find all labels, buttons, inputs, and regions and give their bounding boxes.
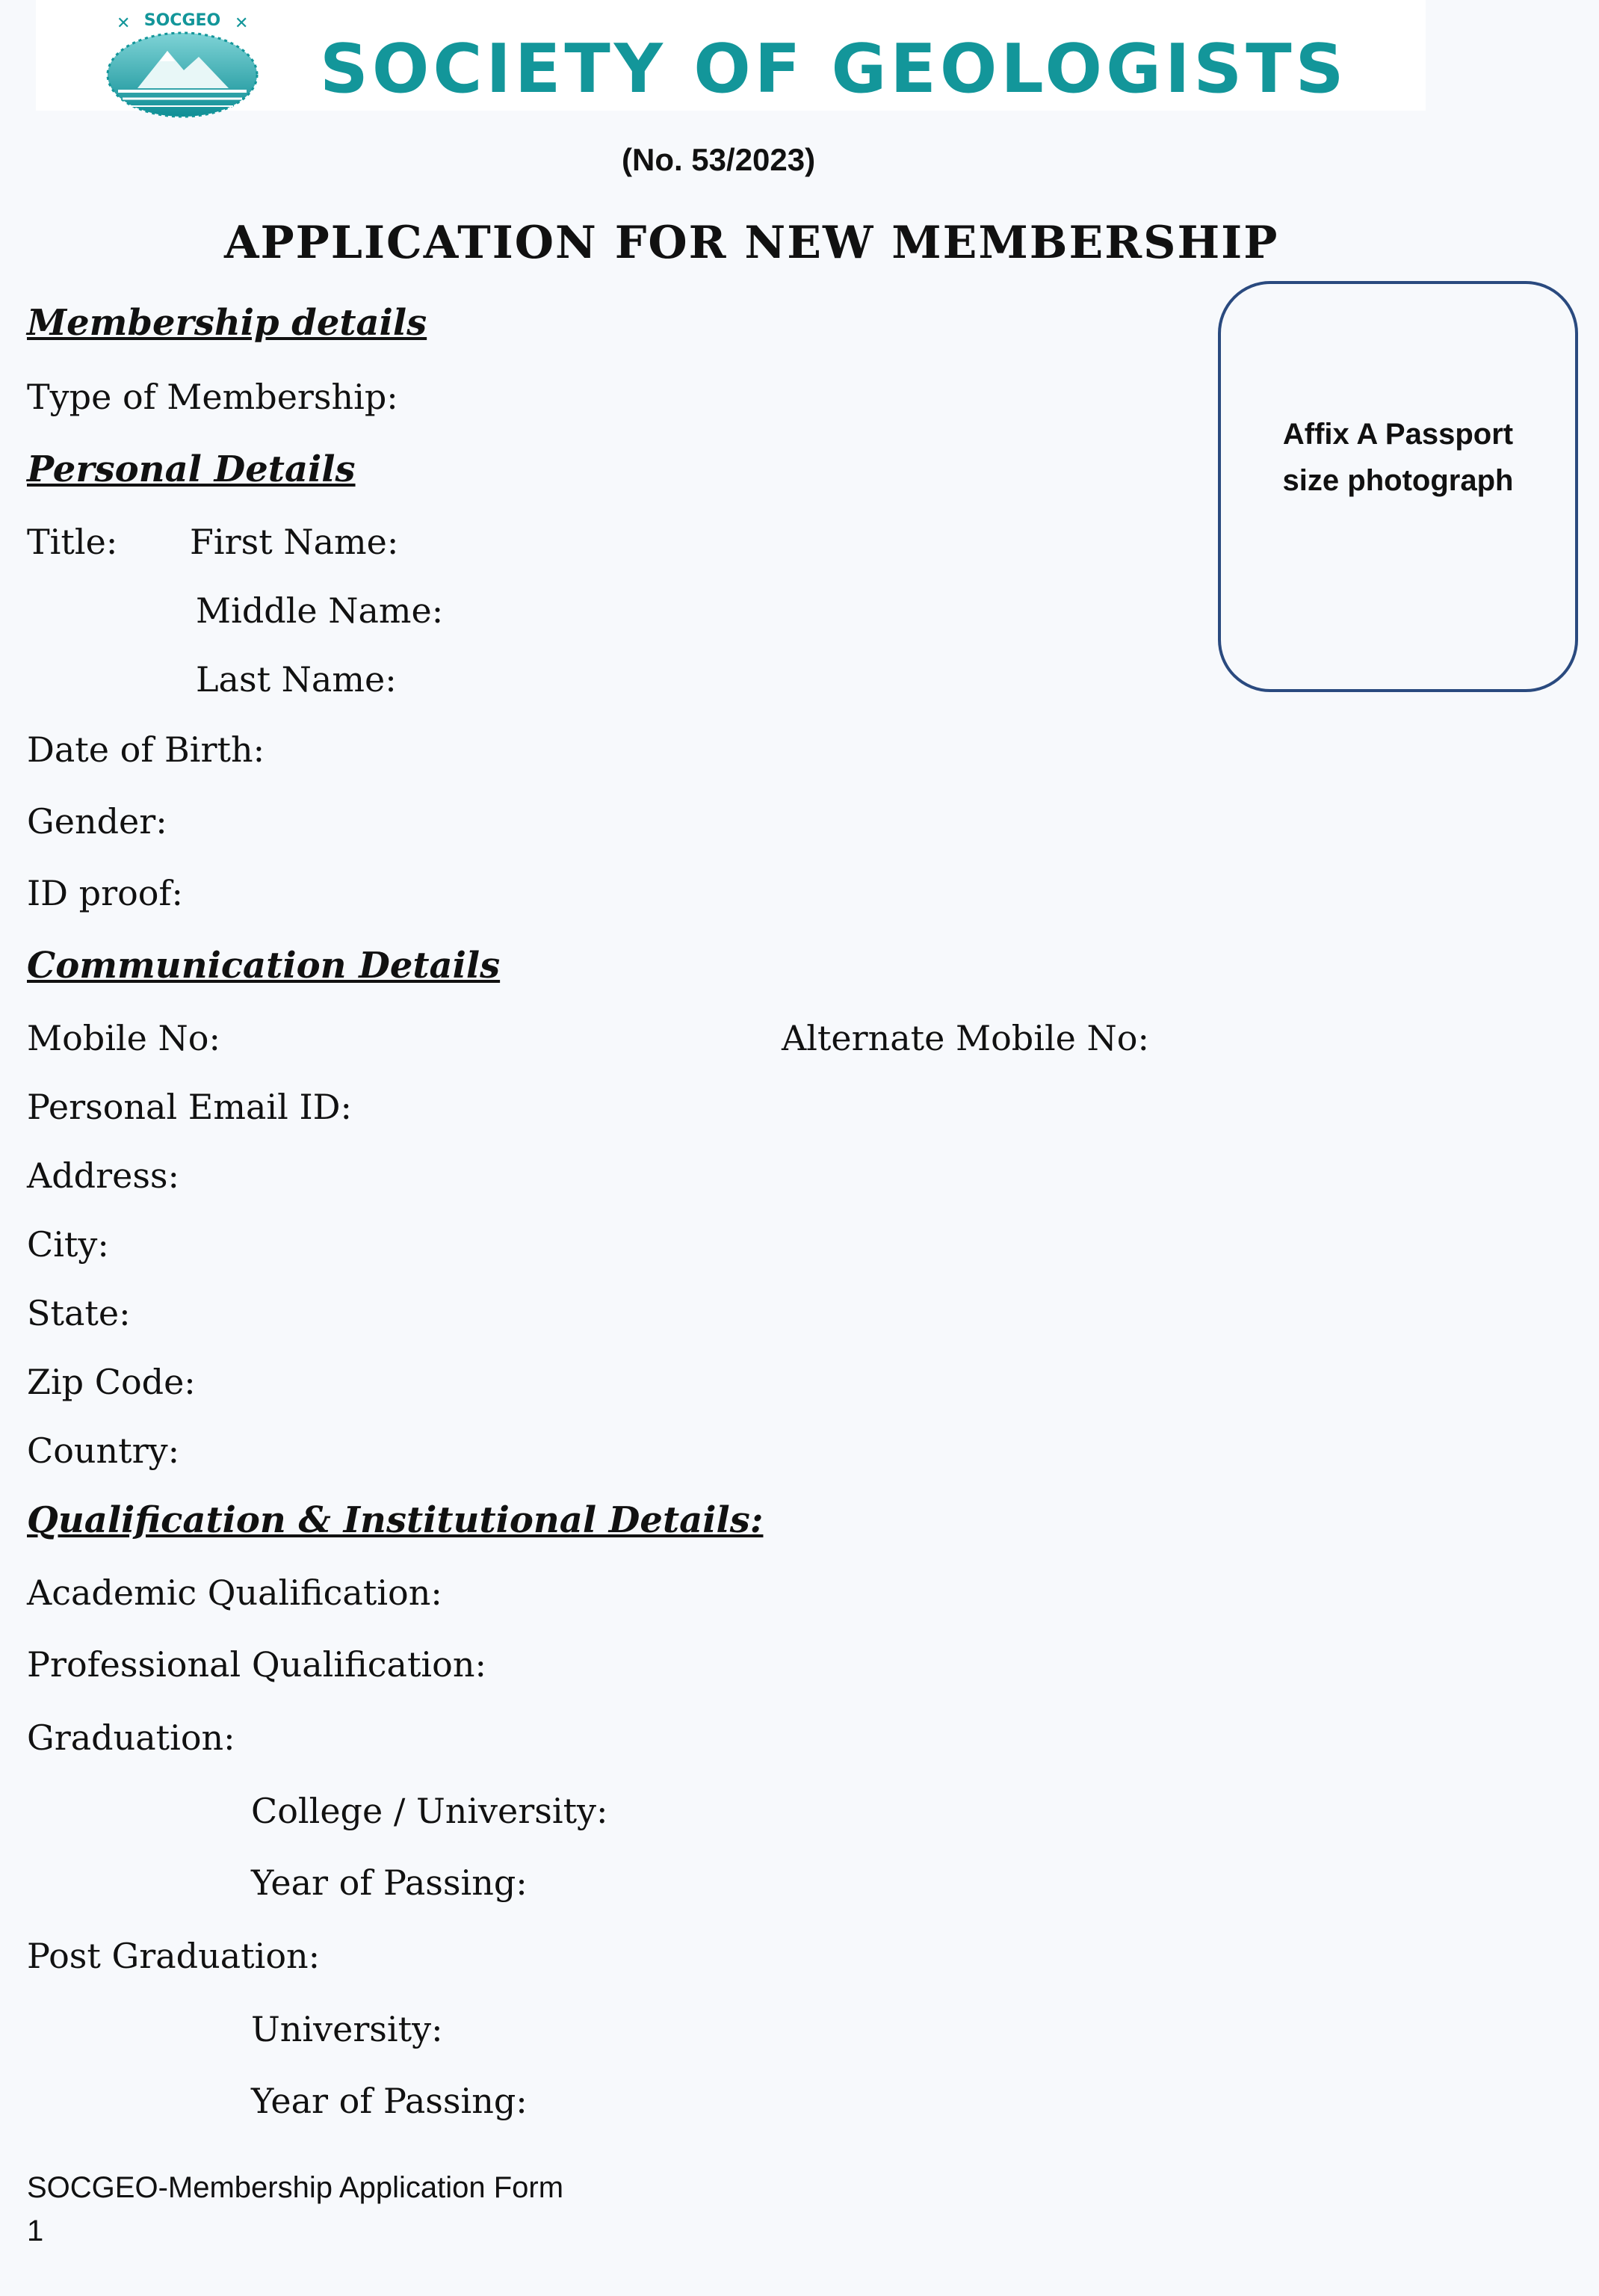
section-communication-heading: Communication Details (27, 945, 501, 987)
gender-label: Gender: (27, 801, 167, 842)
id-proof-label: ID proof: (27, 873, 184, 913)
university-label: University: (251, 2009, 443, 2049)
graduation-year-label: Year of Passing: (251, 1863, 528, 1903)
page-number: 1 (27, 2215, 44, 2247)
date-of-birth-label: Date of Birth: (27, 729, 265, 770)
membership-type-label: Type of Membership: (27, 377, 398, 417)
svg-text:✕: ✕ (235, 14, 249, 33)
organization-name: SOCIETY OF GEOLOGISTS (320, 30, 1348, 108)
post-graduation-year-label: Year of Passing: (251, 2081, 528, 2121)
photo-instruction-line2: size photograph (1282, 464, 1514, 497)
section-personal-heading: Personal Details (27, 448, 356, 490)
post-graduation-label: Post Graduation: (27, 1936, 321, 1976)
alternate-mobile-label: Alternate Mobile No: (782, 1018, 1149, 1058)
page-title: APPLICATION FOR NEW MEMBERSHIP (224, 217, 1279, 269)
middle-name-label: Middle Name: (196, 590, 444, 631)
photo-instruction-line1: Affix A Passport (1282, 418, 1514, 451)
zip-code-label: Zip Code: (27, 1362, 196, 1402)
section-membership-heading: Membership details (27, 302, 427, 344)
first-name-label: First Name: (190, 522, 399, 562)
email-label: Personal Email ID: (27, 1087, 353, 1127)
svg-text:✕: ✕ (117, 14, 131, 33)
address-label: Address: (27, 1155, 180, 1196)
country-label: Country: (27, 1431, 180, 1471)
section-qualification-heading: Qualification & Institutional Details: (27, 1499, 764, 1541)
college-university-label: College / University: (251, 1791, 608, 1831)
mobile-number-label: Mobile No: (27, 1018, 220, 1058)
graduation-label: Graduation: (27, 1718, 235, 1758)
footer (27, 2166, 563, 2253)
city-label: City: (27, 1224, 109, 1265)
document-number: (No. 53/2023) (622, 142, 816, 177)
socgeo-logo (96, 7, 269, 118)
professional-qualification-label: Professional Qualification: (27, 1644, 486, 1685)
footer-form-name: SOCGEO-Membership Application Form (27, 2171, 564, 2204)
photo-placeholder-box (1218, 281, 1578, 692)
title-label: Title: (27, 522, 118, 562)
last-name-label: Last Name: (196, 659, 397, 700)
state-label: State: (27, 1293, 131, 1333)
svg-text:SOCGEO: SOCGEO (143, 11, 221, 30)
photo-instruction (1221, 411, 1575, 504)
header-banner (36, 0, 1426, 111)
academic-qualification-label: Academic Qualification: (27, 1573, 442, 1613)
